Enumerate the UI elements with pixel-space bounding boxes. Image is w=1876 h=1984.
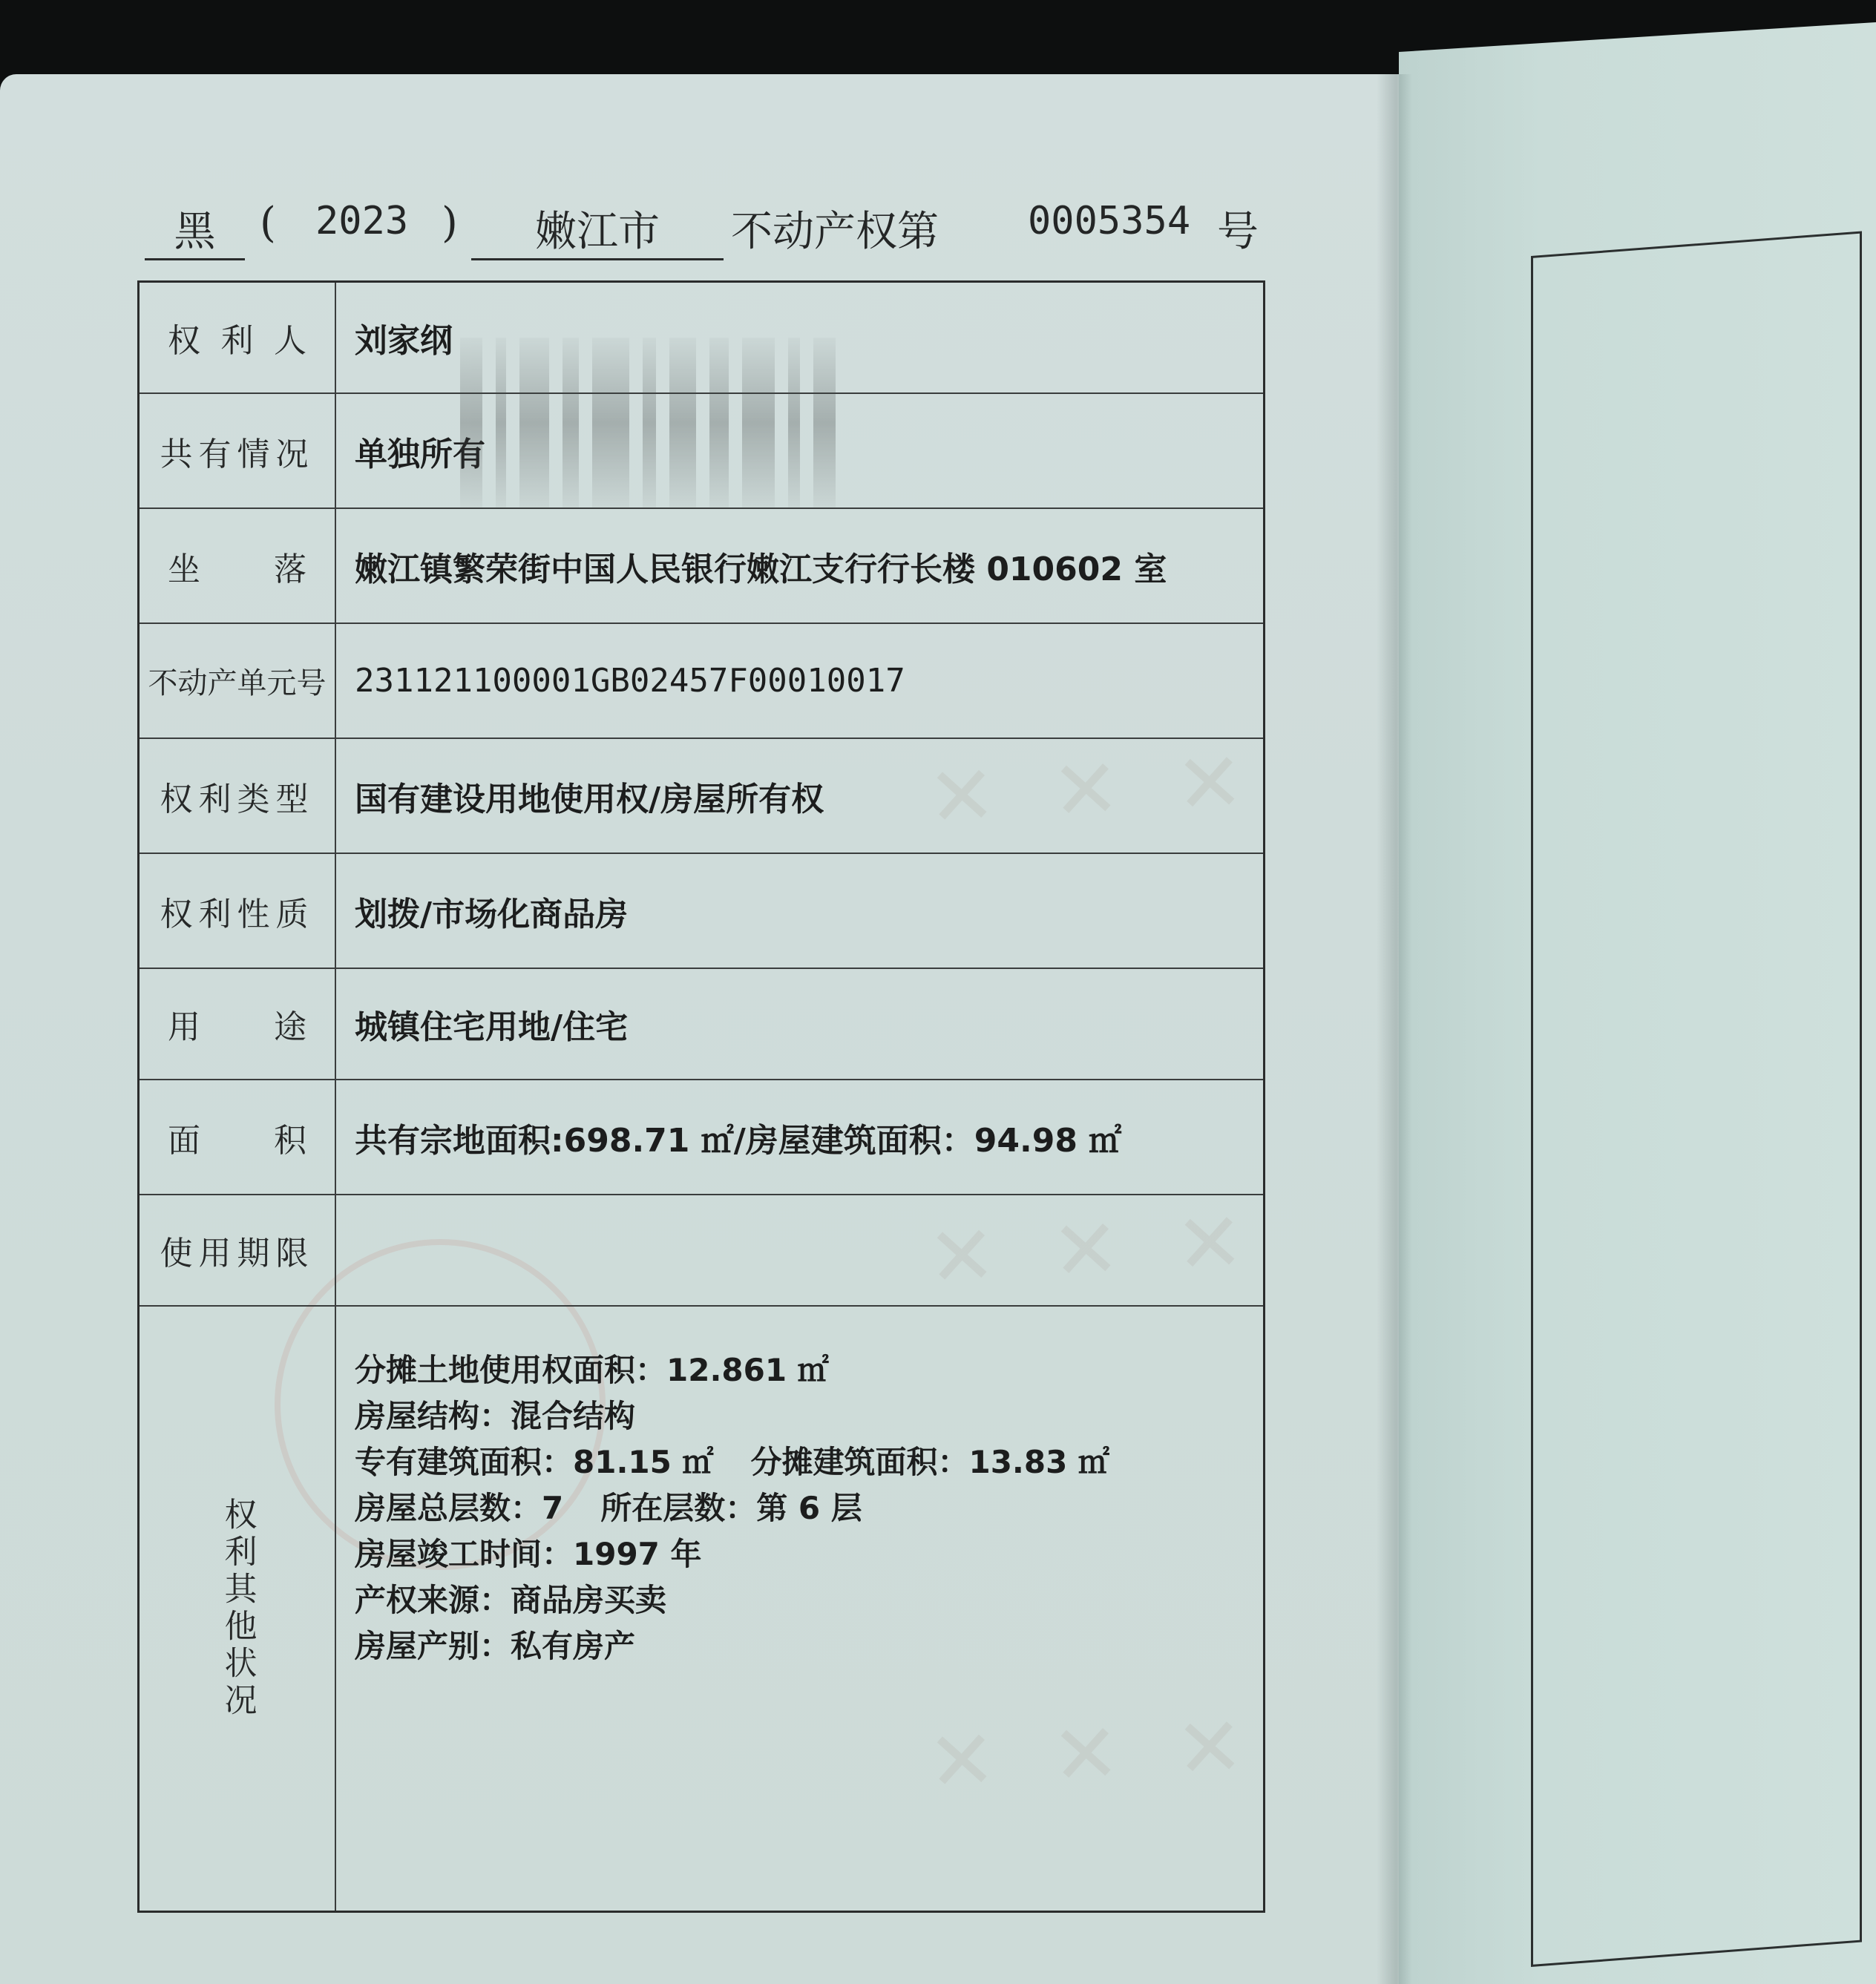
shared-land-area-line: 分摊土地使用权面积：12.861 ㎡ (355, 1352, 829, 1388)
certificate-header (145, 199, 1273, 258)
property-category-line: 房屋产别：私有房产 (355, 1628, 636, 1664)
area-value: 共有宗地面积:698.71 ㎡/房屋建筑面积：94.98 ㎡ (355, 1121, 1122, 1160)
watermark-pattern: ✕ ✕ ✕ (925, 1698, 1262, 1810)
right-type-value: 国有建设用地使用权/房屋所有权 (355, 780, 824, 818)
area-label: 面 积 (140, 1080, 336, 1194)
watermark-pattern: ✕ ✕ ✕ (925, 733, 1262, 846)
row-area (140, 1080, 1263, 1195)
structure-line: 房屋结构：混合结构 (355, 1398, 636, 1434)
other-status-label: 权利其他状况 (218, 1497, 257, 1720)
right-nature-label: 权利性质 (140, 854, 336, 968)
book-spine (1377, 74, 1412, 1984)
right-type-label: 权利类型 (140, 739, 336, 853)
city-name: 嫩江市 (471, 199, 724, 260)
usage-label: 用 途 (140, 969, 336, 1079)
ownership-value: 单独所有 (355, 435, 485, 473)
province-code: 黑 (145, 199, 245, 260)
paren-close: ) (442, 199, 458, 247)
other-status-label-cell (140, 1307, 336, 1911)
property-source-line: 产权来源：商品房买卖 (355, 1582, 667, 1618)
certificate-table (137, 280, 1265, 1913)
owner-label: 权 利 人 (140, 283, 336, 392)
term-label: 使用期限 (140, 1195, 336, 1305)
owner-value: 刘家纲 (355, 322, 453, 360)
right-page-frame (1531, 231, 1862, 1967)
paren-open: ( (260, 199, 276, 247)
row-term (140, 1195, 1263, 1307)
building-area-line: 专有建筑面积：81.15 ㎡ 分摊建筑面积：13.83 ㎡ (355, 1444, 1109, 1480)
cert-year: 2023 (315, 199, 409, 243)
floors-line: 房屋总层数：7 所在层数：第 6 层 (355, 1490, 862, 1526)
cert-suffix: 号 (1217, 208, 1259, 256)
row-right-nature (140, 854, 1263, 969)
row-location (140, 509, 1263, 624)
redaction-barcode (460, 338, 920, 508)
other-status-details (355, 1347, 1248, 1669)
completion-year-line: 房屋竣工时间：1997 年 (355, 1536, 702, 1572)
row-unit-number (140, 624, 1263, 739)
cert-number: 0005354 (1028, 199, 1191, 243)
unit-number-value: 231121100001GB02457F00010017 (355, 662, 905, 700)
ownership-label: 共有情况 (140, 394, 336, 508)
location-label: 坐 落 (140, 509, 336, 623)
location-value: 嫩江镇繁荣街中国人民银行嫩江支行行长楼 010602 室 (355, 550, 1167, 588)
row-usage (140, 969, 1263, 1080)
row-other-status (140, 1307, 1263, 1911)
right-nature-value: 划拨/市场化商品房 (355, 895, 629, 933)
cert-prefix: 不动产权第 (731, 208, 939, 256)
usage-value: 城镇住宅用地/住宅 (355, 1008, 629, 1046)
row-right-type (140, 739, 1263, 854)
watermark-pattern: ✕ ✕ ✕ (925, 1193, 1262, 1306)
term-value (355, 1195, 1248, 1305)
unit-number-label: 不动产单元号 (140, 624, 336, 738)
